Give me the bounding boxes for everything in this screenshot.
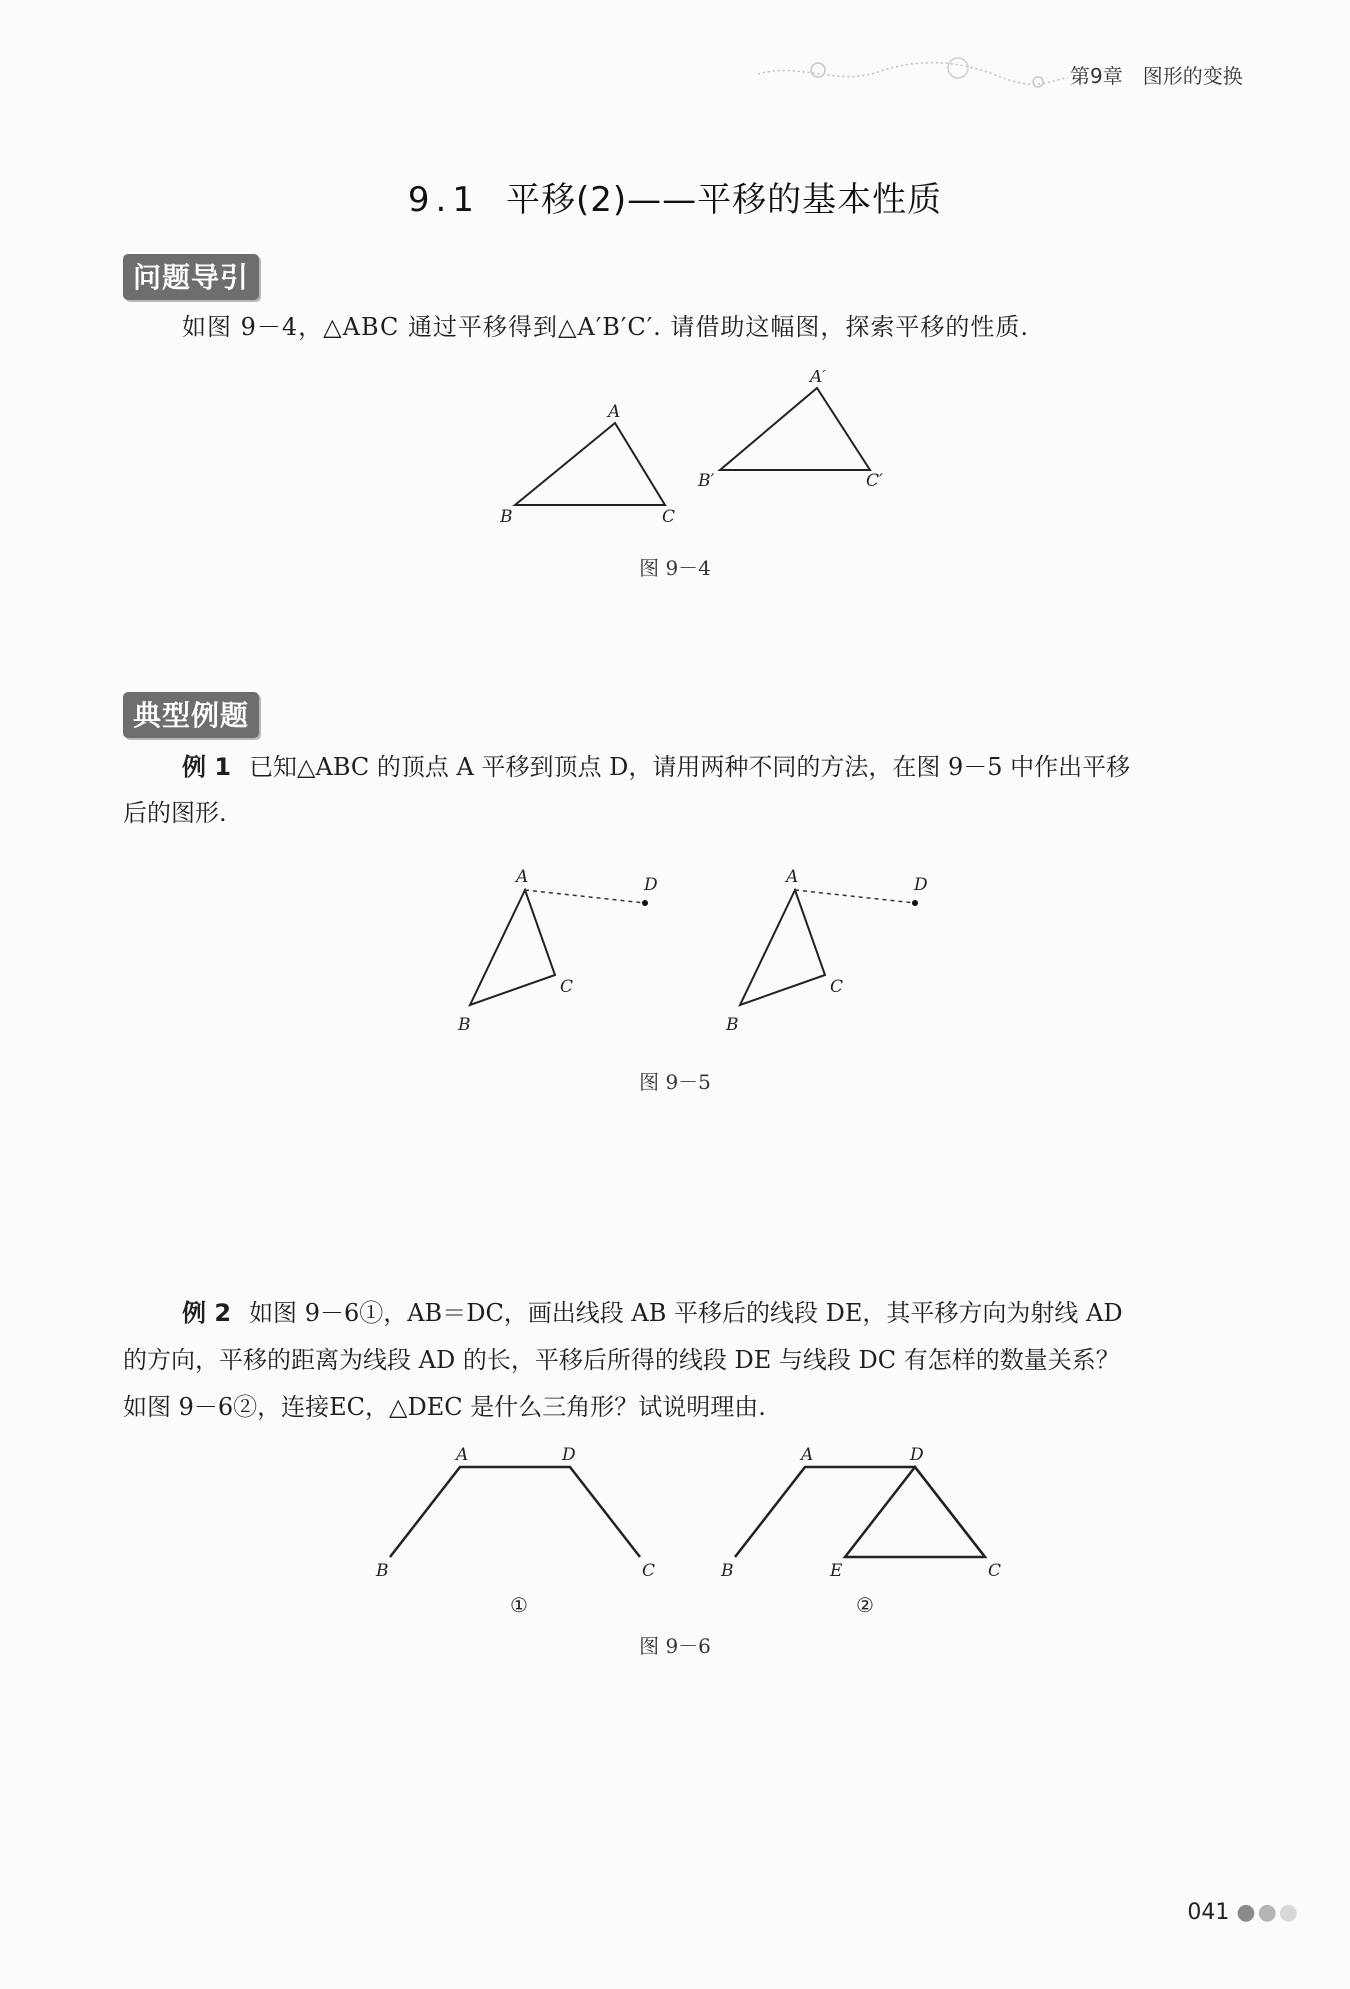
label-d: D bbox=[644, 875, 658, 895]
section-number: 9.1 bbox=[407, 180, 480, 220]
triangle-abc bbox=[515, 423, 665, 505]
label-c-prime: C′ bbox=[866, 471, 883, 491]
triangle-abc-right bbox=[740, 890, 825, 1005]
example-1-label: 例 1 bbox=[182, 753, 232, 781]
label-c: C bbox=[560, 977, 574, 997]
label-b: B bbox=[721, 1561, 734, 1581]
label-d: D bbox=[562, 1445, 576, 1465]
example-2-text-1: 如图 9－6①，AB＝DC，画出线段 AB 平移后的线段 DE，其平移方向为射线 AD bbox=[249, 1299, 1123, 1327]
label-b-prime: B′ bbox=[698, 471, 715, 491]
figure-9-5 bbox=[450, 860, 940, 1040]
section-badge-guide: 问题导引 bbox=[123, 254, 259, 300]
figure-9-4-caption: 图 9－4 bbox=[639, 556, 711, 580]
example-2-label: 例 2 bbox=[182, 1299, 232, 1327]
sub-label-2: ② bbox=[856, 1593, 874, 1617]
page-number bbox=[1187, 1900, 1300, 1925]
point-d-left bbox=[642, 900, 648, 906]
label-c: C bbox=[988, 1561, 1002, 1581]
label-a: A bbox=[456, 1445, 469, 1465]
label-d: D bbox=[914, 875, 928, 895]
label-a: A bbox=[801, 1445, 814, 1465]
point-d-right bbox=[912, 900, 918, 906]
label-b: B bbox=[500, 507, 513, 527]
example-2-line-1 bbox=[182, 1290, 1302, 1336]
label-c: C bbox=[830, 977, 844, 997]
label-a: A bbox=[786, 867, 799, 887]
dashed-ad-left bbox=[525, 890, 645, 903]
label-e: E bbox=[830, 1561, 843, 1581]
figure-9-6 bbox=[370, 1440, 1020, 1620]
triangle-abc-left bbox=[470, 890, 555, 1005]
label-a: A bbox=[608, 402, 621, 422]
section-title-text: 平移(2)——平移的基本性质 bbox=[505, 180, 943, 220]
section-title bbox=[0, 172, 1350, 221]
label-c: C bbox=[662, 507, 676, 527]
example-2-line-2: 的方向，平移的距离为线段 AD 的长，平移后所得的线段 DE 与线段 DC 有怎样的数量关系？ bbox=[123, 1346, 1120, 1374]
page-dots-icon: ●●● bbox=[1236, 1900, 1300, 1925]
section-badge-examples: 典型例题 bbox=[123, 692, 259, 738]
segment-bad-c-1 bbox=[390, 1467, 640, 1557]
label-a-prime: A′ bbox=[810, 370, 827, 387]
figure-9-5-caption: 图 9－5 bbox=[639, 1070, 711, 1094]
page-number-text: 041 bbox=[1187, 1900, 1230, 1925]
guide-paragraph: 如图 9－4，△ABC 通过平移得到△A′B′C′. 请借助这幅图，探索平移的性质. bbox=[182, 313, 1030, 341]
example-1-line-2: 后的图形. bbox=[123, 799, 227, 827]
example-2-line-3: 如图 9－6②，连接EC，△DEC 是什么三角形？试说明理由. bbox=[123, 1393, 766, 1421]
segment-bad-c-2 bbox=[735, 1467, 985, 1557]
example-1-text: 已知△ABC 的顶点 A 平移到顶点 D，请用两种不同的方法，在图 9－5 中作出平移 bbox=[249, 753, 1131, 781]
sub-label-1: ① bbox=[510, 1593, 528, 1617]
figure-9-4 bbox=[500, 370, 900, 540]
chapter-label: 第9章 图形的变换 bbox=[1070, 64, 1243, 88]
triangle-abc-translated bbox=[720, 388, 870, 470]
label-b: B bbox=[376, 1561, 389, 1581]
label-d: D bbox=[910, 1445, 924, 1465]
figure-9-6-caption: 图 9－6 bbox=[639, 1634, 711, 1658]
triangle-dec bbox=[845, 1467, 985, 1557]
example-1-line-1 bbox=[182, 744, 1282, 790]
label-b: B bbox=[726, 1015, 739, 1035]
label-a: A bbox=[516, 867, 529, 887]
label-c: C bbox=[642, 1561, 656, 1581]
dashed-ad-right bbox=[795, 890, 915, 903]
label-b: B bbox=[458, 1015, 471, 1035]
header-decoration bbox=[758, 52, 1068, 92]
